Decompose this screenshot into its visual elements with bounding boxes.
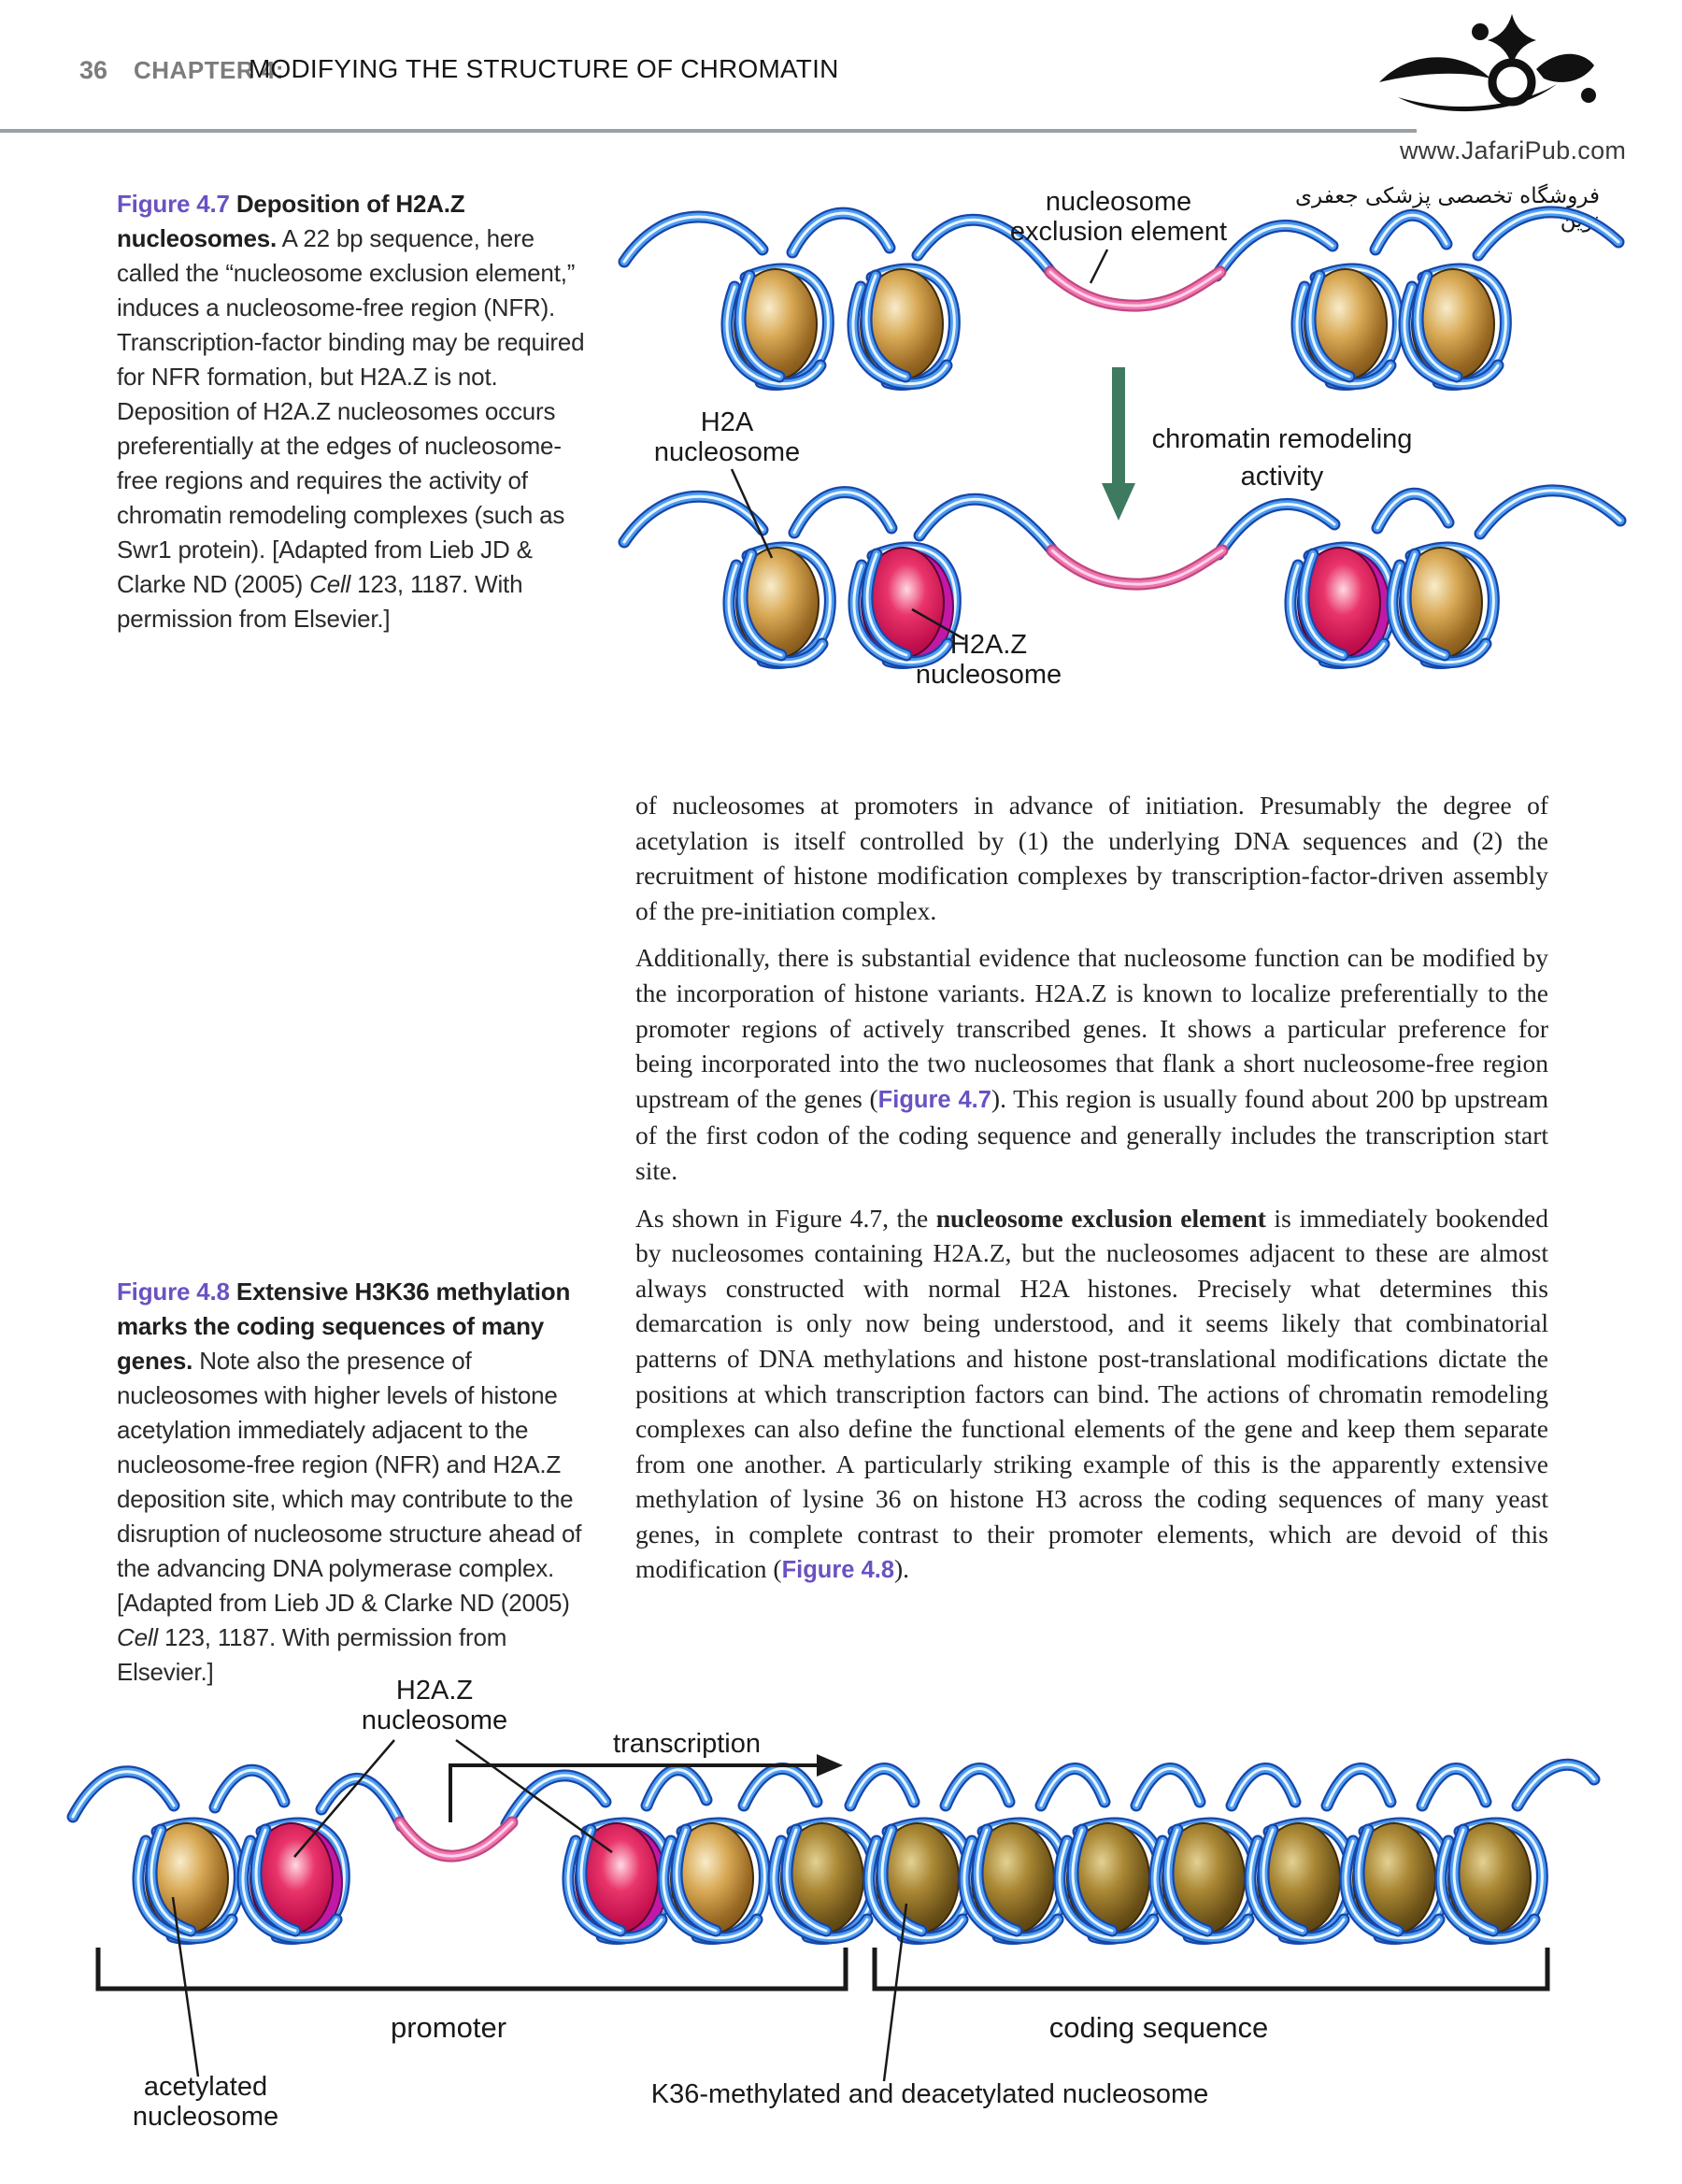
key-term: nucleosome exclusion element bbox=[935, 1203, 1266, 1233]
journal-name: Cell bbox=[309, 570, 351, 598]
h2az-label-line2: nucleosome bbox=[915, 660, 1062, 690]
chapter-title: MODIFYING THE STRUCTURE OF CHROMATIN bbox=[249, 54, 839, 83]
publisher-tagline-farsi: فروشگاه تخصصی پزشکی جعفری نوین bbox=[1295, 184, 1600, 233]
figure-4-8-label: Figure 4.8 bbox=[117, 1278, 230, 1306]
promoter-label: promoter bbox=[390, 2011, 507, 2044]
coding-sequence-label: coding sequence bbox=[1048, 2011, 1269, 2044]
jafaripub-logo bbox=[1372, 11, 1600, 129]
publisher-url: www.JafariPub.com bbox=[1400, 136, 1627, 164]
figure-4-8-diagram bbox=[84, 1665, 1598, 2175]
figure-4-7-caption-text: A 22 bp sequence, here called the “nucleosome exclusion element,” induces a nucleosome-free region (NFR). Transcription-factor binding may be required for NFR formation, but H2A.Z is not. Deposition of H2A.Z nucleosomes occurs preferentially at the edges of nucleosome-free regions and requires the activity of chromatin remodeling complexes (such as Swr1 protein). [Adapted from Lieb JD & Clarke ND (2005) bbox=[117, 224, 585, 598]
figure-4-8-caption-text-2: 123, 1187. With permission from Elsevier.] bbox=[117, 1623, 507, 1686]
journal-name-2: Cell bbox=[117, 1623, 158, 1651]
h2az-label-line1: H2A.Z bbox=[395, 1676, 474, 1706]
nee-label-line2: exclusion element bbox=[1009, 217, 1228, 247]
acetylated-label-line2: nucleosome bbox=[132, 2102, 279, 2132]
page-number: 36 bbox=[79, 56, 108, 84]
paragraph-3: As shown in Figure 4.7, the nucleosome exclusion element is immediately bookended by nucleosomes containing H2A.Z, but the nucleosomes adjacent to these are almost always constructed with normal H2A histones. Precisely what determines this demarcation is only now being understood, and it seems likely that combinatorial patterns of DNA methylations and histone post-translational modifications dictate the positions at which transcription factors can bind. The actions of chromatin remodeling complexes can also define the functional elements of the gene and keep them separate from one another. A particularly striking example of this is the apparently extensive methylation of lysine 36 on histone H3 across the coding sequences of many yeast genes, in complete contrast to their promoter elements, which are devoid of this modification (Figure 4.8). bbox=[635, 1203, 1548, 1584]
figure-4-8-caption-text: Note also the presence of nucleosomes with higher levels of histone acetylation immediately adjacent to the nucleosome-free region (NFR) and H2A.Z deposition site, which may contribute to the disruption of nucleosome structure ahead of the advancing DNA polymerase complex. [Adapted from Lieb JD & Clarke ND (2005) bbox=[117, 1347, 582, 1617]
acetylated-label-line1: acetylated bbox=[143, 2072, 268, 2102]
h2az-label-line2: nucleosome bbox=[361, 1706, 508, 1735]
k36-label: K36-methylated and deacetylated nucleosome bbox=[650, 2079, 1209, 2109]
chromatin-art-fig48 bbox=[73, 1764, 1594, 1939]
figure-4-7-title: Deposition of H2A.Z nucleosomes. bbox=[117, 190, 465, 252]
header-rule bbox=[0, 129, 1417, 133]
h2a-label-line1: H2A bbox=[700, 407, 754, 437]
transcription-label: transcription bbox=[613, 1729, 761, 1759]
figure-4-8-reference: Figure 4.8 bbox=[781, 1557, 895, 1584]
remodeling-label-line1: chromatin remodeling bbox=[1151, 424, 1413, 454]
figure-4-7-caption-text-2: 123, 1187. With permission from Elsevier.] bbox=[117, 570, 523, 633]
figure-4-7-label: Figure 4.7 bbox=[117, 190, 230, 218]
figure-4-7-caption bbox=[117, 187, 601, 636]
promoter-bracket bbox=[98, 1948, 846, 1989]
paragraph-2: Additionally, there is substantial evidence that nucleosome function can be modified by the incorporation of histone variants. H2A.Z is known to localize preferentially to the promoter regions of actively transcribed genes. It shows a particular preference for being incorporated into the two nucleosomes that flank a short nucleosome-free region upstream of the genes (Figure 4.7). This region is usually found about 200 bp upstream of the first codon of the coding sequence and generally includes the transcription start site. bbox=[635, 943, 1548, 1185]
nee-label-line1: nucleosome bbox=[1045, 187, 1192, 217]
coding-sequence-bracket bbox=[875, 1948, 1547, 1989]
h2az-pointer-right bbox=[456, 1740, 612, 1852]
paragraph-1: of nucleosomes at promoters in advance of initiation. Presumably the degree of acetylation is itself controlled by (1) the underlying DNA sequences and (2) the recruitment of histone modification complexes by transcription-factor-driven assembly of the pre-initiation complex. bbox=[635, 791, 1548, 925]
figure-4-7-reference: Figure 4.7 bbox=[877, 1086, 991, 1113]
chapter-label: CHAPTER 4: bbox=[134, 56, 285, 84]
figure-4-8-caption bbox=[117, 1275, 601, 1690]
h2a-label-line2: nucleosome bbox=[653, 437, 801, 467]
figure-4-8-title: Extensive H3K36 methylation marks the coding sequences of many genes. bbox=[117, 1278, 571, 1375]
h2az-label-line1: H2A.Z bbox=[949, 630, 1028, 660]
remodeling-arrow bbox=[1102, 367, 1135, 521]
nee-pointer-line bbox=[1090, 250, 1107, 283]
remodeling-label-line2: activity bbox=[1240, 462, 1324, 492]
figure-4-7-diagram bbox=[635, 182, 1682, 720]
body-text bbox=[635, 788, 1548, 1601]
